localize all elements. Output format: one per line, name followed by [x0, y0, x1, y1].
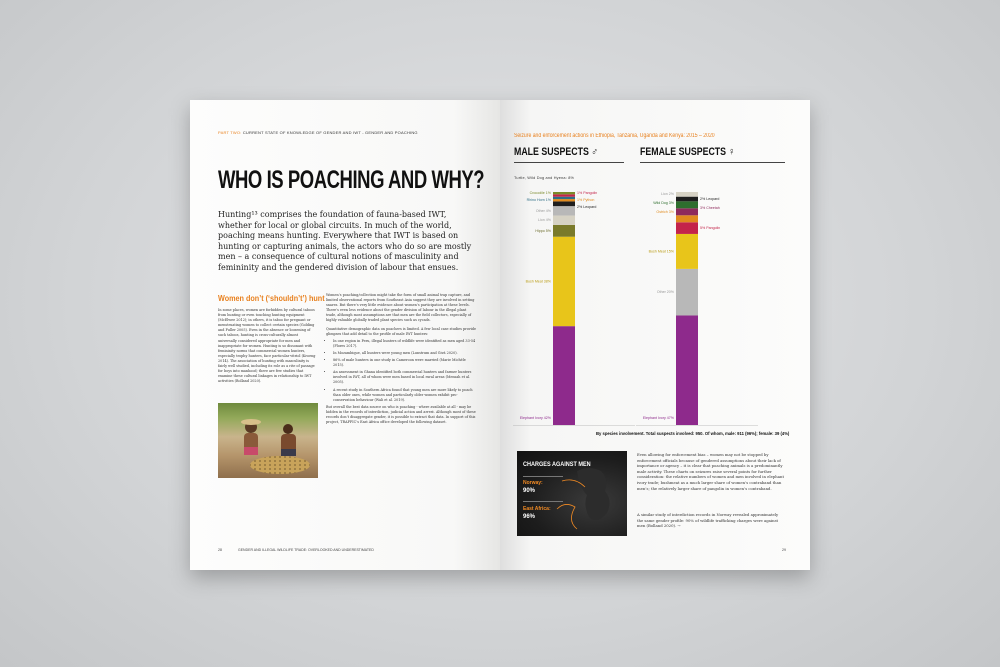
bar-segment-other — [553, 206, 575, 215]
bar-segment-elephant-ivory — [553, 326, 575, 425]
bar-segment-bush-meat — [676, 234, 698, 269]
bar-label-lion: Lion 4% — [538, 218, 551, 223]
bar-segment-other — [676, 269, 698, 316]
column-two-paragraph-2: Quantitative demographic data on poachers is limited. A few local case studies provide glimpses that add detail to the profile of male IWT hunters: — [326, 326, 476, 336]
page-number-right: 29 — [782, 548, 786, 552]
bar-label-ivory: Elephant Ivory 47% — [642, 416, 674, 420]
bar-segment-elephant-ivory — [676, 315, 698, 425]
bar-segment-hippo — [553, 225, 575, 237]
female-suspects-header: FEMALE SUSPECTS ♀ — [640, 146, 736, 158]
list-item: • In Mozambique, all hunters were young men (Lunstrum and Givá 2020). — [333, 351, 476, 356]
bar-label-bushmeat: Bush Meat 15% — [648, 249, 674, 254]
bar-label-pangolin: 5% Pangolin — [700, 226, 721, 231]
bar-label-cheetah: 3% Cheetah — [700, 206, 720, 210]
bar-segment-bush-meat — [553, 237, 575, 326]
charge-label-norway: Norway: — [523, 480, 543, 486]
list-item: • A recent study in Southern Africa found that young men are more likely to poach than older ones, while women and particularly older women exhibit pro-conservation behaviour (Wali et al. 2019). — [333, 388, 476, 403]
running-head-part: PART TWO: — [218, 130, 242, 135]
bar-segment-lion — [553, 216, 575, 225]
suspects-charts — [500, 100, 810, 430]
chart-title: Seizure and enforcement actions in Ethiopia, Tanzania, Uganda and Kenya: 2015 – 2020 — [514, 133, 715, 139]
bar-segment-rhino-horn — [553, 197, 575, 199]
bar-label-croc: Crocodile 1% — [529, 191, 551, 195]
hunters-photo — [218, 403, 318, 478]
hunter-profile-list — [326, 339, 476, 403]
column-two-paragraph-3: But overall the best data source on who is poaching - where available at all - may be hidden in the records of interdiction, judicial action and arrest. Although most of these records don’t disaggregate gender, it is possible to extract that data. In support of this project, TRAFFIC’s East Africa office developed the following dataset. — [326, 404, 476, 425]
charges-divider — [523, 501, 563, 502]
bar-segment-pangolin — [676, 222, 698, 234]
bar-label-other: Other 4% — [535, 208, 551, 213]
right-page — [500, 100, 810, 570]
bar-label-python: 1% Python — [577, 198, 595, 202]
bar-label-other: Other 20% — [656, 290, 674, 295]
charges-title: CHARGES AGAINST MEN — [523, 461, 591, 468]
chart-note: By species involvement. Total suspects involved: 950. Of whom, male: 911 (96%); female: 39 (4%) — [596, 431, 790, 436]
right-paragraph-2: A similar study of interdiction records in Norway revealed approximately the same gender profile: 90% of wildlife trafficking charges were against men (Bolland 2020). → — [637, 512, 779, 529]
charges-against-men-box — [517, 451, 627, 536]
male-top-label: Turtle, Wild Dog and Hyena: 8% — [514, 176, 575, 180]
bar-label-lion: Lion 2% — [661, 192, 674, 196]
footer-title: GENDER AND ILLEGAL WILDLIFE TRADE: OVERLOOKED AND UNDERESTIMATED — [238, 548, 374, 552]
section-subheading: Women don’t (‘shouldn’t’) hunt — [218, 293, 325, 303]
bar-segment-leopard — [553, 201, 575, 206]
column-two-paragraph-1: Women’s poaching/collection might take the form of small animal trap capture, and limited observational reports from Southeast Asia suggest they are involved in setting snares. But there’s very little evidence about women’s participation at these levels. There’s even less evidence about the gender division of labour in the illegal plant trade, although most assumptions are that men are the field collectors, especially of highly valuable globally traded plant species such as cycads. — [326, 293, 475, 323]
bar-label-ivory: Elephant Ivory 42% — [519, 416, 551, 420]
bar-segment-ostrich — [676, 215, 698, 222]
bar-segment-cheetah — [676, 208, 698, 215]
bar-label-leopard: 2% Leopard — [577, 205, 597, 209]
charges-divider — [523, 476, 563, 477]
list-item: • An assessment in Ghana identified both commercial hunters and farmer hunters involved in IWT, all of whom were men based in local rural areas (Mensah et al. 2005). — [333, 370, 476, 385]
bar-label-hippo: Hippo 5% — [535, 228, 551, 233]
left-page — [190, 100, 500, 570]
bar-label-leopard: 2% Leopard — [700, 197, 720, 201]
running-head-text: CURRENT STATE OF KNOWLEDGE OF GENDER AND IWT - GENDER AND POACHING — [242, 130, 418, 135]
bar-label-pangolin: 1% Pangolin — [577, 191, 598, 195]
bar-segment-crocodile — [553, 192, 575, 194]
bar-segment-python — [553, 199, 575, 201]
male-suspects-header: MALE SUSPECTS ♂ — [514, 146, 598, 158]
bar-label-ostrich: Ostrich 3% — [656, 210, 674, 214]
column-two — [326, 293, 476, 425]
right-paragraph-1: Even allowing for enforcement bias – women may not be stopped by enforcement officials because of gendered assumptions about their lack of importance or agency – it is clear that poaching animals is a predominantly male activity. These charts on seizures raise several points for further consideration: the relative numbers of women and men involved in elephant ivory trade; bushmeat as a much larger share of women’s contraband than men’s; the relatively larger share of pangolin in women’s contraband. — [637, 452, 784, 491]
bar-segment-pangolin — [553, 194, 575, 196]
bar-segment-leopard — [676, 197, 698, 202]
list-item: • In one region in Peru, illegal hunters of wildlife were identified as men aged 33-54 (Flores 2017). — [333, 339, 476, 349]
bar-segment-wild-dog — [676, 201, 698, 208]
bar-label-wilddog: Wild Dog 3% — [653, 201, 674, 205]
charge-value-east-africa: 96% — [523, 514, 536, 520]
list-item: • 86% of male hunters in one study in Cameroon were married (Marie Michèle 2015). — [333, 358, 476, 368]
intro-paragraph: Hunting¹³ comprises the foundation of fauna-based IWT, whether for local or global circuits. In much of the world, poaching means hunting. Everywhere that IWT is based on hunting or capturing animals, the actors who do so are mostly men – a consequence of cultural notions of masculinity and femininity and the gendered division of labour that ensues. — [218, 210, 472, 272]
running-head — [218, 130, 418, 135]
page-title: WHO IS POACHING AND WHY? — [218, 166, 485, 194]
column-one-text: In some places, women are forbidden by cultural taboos from hunting or even touching hunting equipment (McElwee 2012); in others, it is taboo for pregnant or menstruating women to collect certain species (Golding and Fuller 2005). Even in the absence or loosening of such taboos, hunting is cross-culturally almost universally considered appropriate for men and inappropriate for women. Hunting is so dissonant with femininity norms that commercial women hunters, especially trophy hunters, face particular vitriol (Kroeng 2014). The association of hunting with masculinity is fairly well studied, including its role as a rite of passage for boys into manhood; there are few studies that examine these cultural linkages in relationship to IWT activities (Bolland 2020). — [218, 308, 316, 384]
bar-label-rhino: Rhino Horn 1% — [526, 198, 551, 202]
bar-segment-lion — [676, 192, 698, 197]
charge-label-east-africa: East Africa: — [523, 506, 551, 512]
page-number-left: 28 — [218, 548, 222, 552]
bar-label-bushmeat: Bush Meat 38% — [525, 279, 551, 284]
charge-value-norway: 90% — [523, 488, 536, 494]
photo-illustration — [218, 403, 318, 478]
